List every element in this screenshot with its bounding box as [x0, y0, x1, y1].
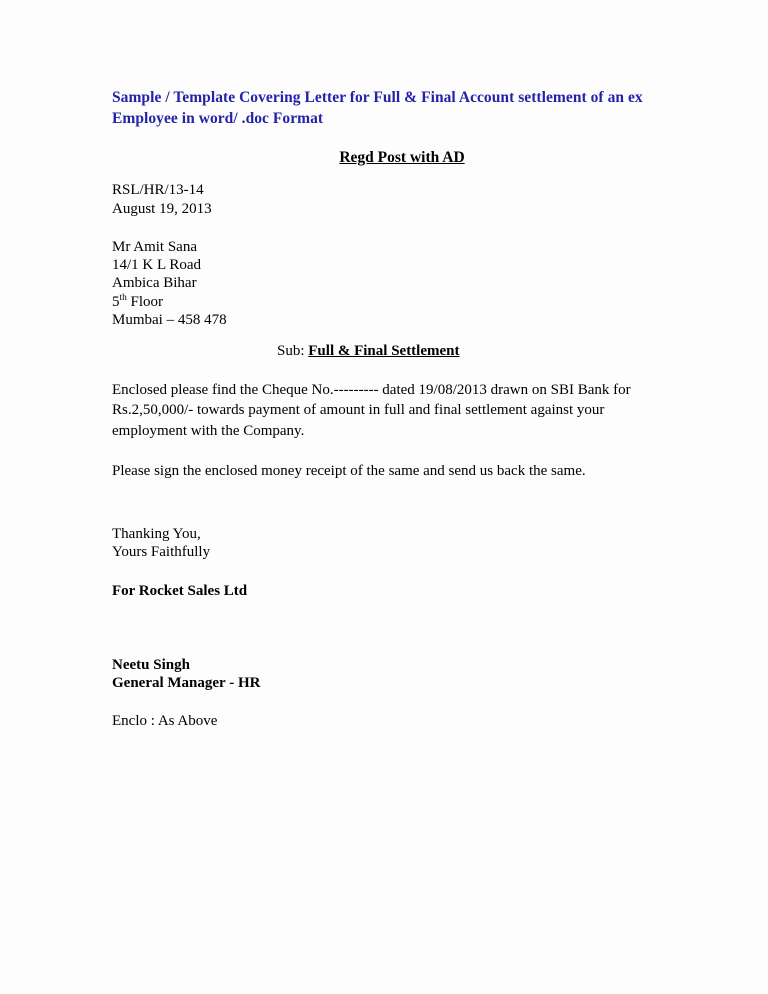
closing-thanks: Thanking You, [112, 525, 201, 542]
letter-content [112, 88, 662, 731]
signature-space [112, 600, 662, 656]
floor-label: Floor [126, 293, 163, 310]
spacer [112, 218, 662, 238]
reference-number: RSL/HR/13-14 [112, 182, 204, 199]
signatory-name: Neetu Singh [112, 656, 190, 673]
recipient-address-line-2: Ambica Bihar [112, 275, 197, 292]
company-name: For Rocket Sales Ltd [112, 582, 248, 599]
recipient-address-line-1: 14/1 K L Road [112, 257, 202, 274]
floor-number: 5 [112, 293, 120, 310]
spacer [112, 562, 662, 582]
recipient-city-line: Mumbai – 458 478 [112, 312, 227, 328]
subject-line [112, 343, 662, 360]
body-paragraph-2: Please sign the enclosed money receipt of the same and send us back the same. [112, 462, 586, 479]
signatory-title: General Manager - HR [112, 675, 261, 692]
spacer [112, 481, 662, 525]
postal-note: Regd Post with AD [339, 149, 465, 167]
floor-ordinal-suffix: th [119, 292, 127, 303]
spacer [112, 329, 662, 343]
recipient-floor [112, 293, 662, 311]
spacer [112, 441, 662, 461]
enclosure-note: Enclo : As Above [112, 713, 218, 730]
spacer [112, 167, 662, 181]
page-title: Sample / Template Covering Letter for Full & Final Account settlement of an ex Employee in word/ .doc Format [112, 89, 643, 127]
spacer [112, 129, 662, 149]
closing-salutation: Yours Faithfully [112, 544, 211, 561]
letter-date: August 19, 2013 [112, 200, 212, 217]
subject-value: Full & Final Settlement [308, 343, 460, 360]
body-paragraph-1: Enclosed please find the Cheque No.--------- dated 19/08/2013 drawn on SBI Bank for Rs.2,50,000/- towards payment of amount in full and final settlement against your employment with the Company. [112, 382, 631, 439]
subject-label: Sub: [277, 343, 309, 360]
spacer [112, 692, 662, 712]
recipient-name: Mr Amit Sana [112, 238, 197, 255]
spacer [112, 360, 662, 380]
